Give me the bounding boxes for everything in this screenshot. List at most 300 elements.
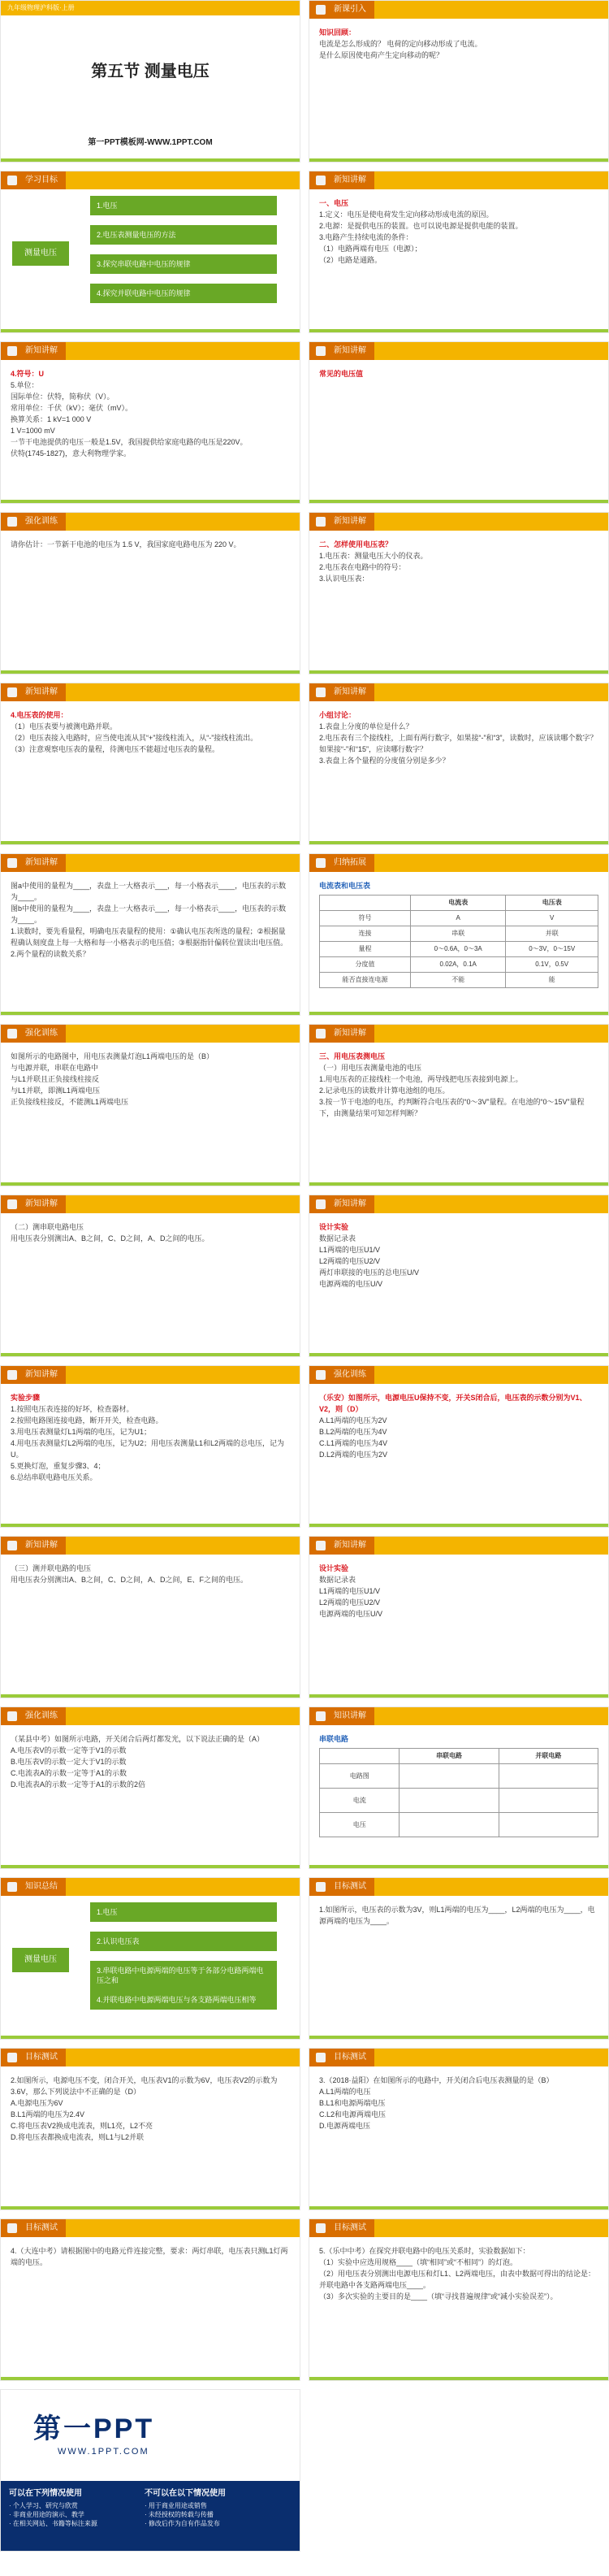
header-label: 新知讲解 — [309, 683, 374, 701]
header-icon — [316, 2053, 326, 2062]
text-line: （三）测并联电路的电压 — [11, 1564, 92, 1572]
text-line: 数据记录表 — [319, 1576, 356, 1584]
header-bar: 九年级物理沪科版·上册 — [1, 1, 300, 15]
table-cell: 电压 — [320, 1813, 400, 1837]
header-label: 新知讲解 — [1, 1366, 66, 1384]
header-label: 新知讲解 — [1, 683, 66, 701]
header-label: 新课引入 — [309, 1, 374, 19]
header-icon — [7, 176, 17, 185]
slide-header — [309, 171, 608, 189]
text-line: C.L2和电源两端电压 — [319, 2110, 387, 2118]
summary-table — [319, 895, 598, 988]
slide-7[interactable] — [0, 512, 300, 674]
header-label: 归纳拓展 — [309, 854, 374, 872]
text-line: （2）电路是通路。 — [319, 256, 382, 264]
table-row — [320, 973, 598, 988]
text-line: （2）用电压表分别测出电源电压和灯L1、L2两端电压，由表中数据可得出的结论是：并联电路中各支路两端电压____。 — [319, 2270, 596, 2289]
text-line: 3.用电压表测量灯L1两端的电压，记为U1； — [11, 1428, 152, 1436]
header-label: 新知讲解 — [1, 342, 66, 360]
table-row — [320, 942, 598, 957]
table-row — [320, 926, 598, 942]
text-line: 1.定义：电压是使电荷发生定向移动形成电流的原因。 — [319, 210, 494, 219]
slide-body — [1, 2240, 300, 2375]
text-line: 与L1并联且正负接线柱接反 — [11, 1075, 100, 1083]
text-line: 常见的电压值 — [319, 370, 364, 378]
slide-body — [309, 2240, 608, 2375]
text-line: 5.单位： — [11, 381, 39, 389]
header-icon — [316, 2223, 326, 2233]
slide-body — [1, 1558, 300, 1693]
text-line: L1两端的电压U1/V — [319, 1587, 381, 1595]
text-line: L2两端的电压U2/V — [319, 1598, 381, 1607]
text-line: D.L2两端的电压为2V — [319, 1451, 388, 1459]
footer-bar — [309, 1694, 608, 1698]
header-icon — [316, 858, 326, 868]
table-cell: 连接 — [320, 926, 411, 942]
slide-19[interactable] — [0, 1536, 300, 1698]
table-row — [320, 1813, 598, 1837]
slide-header — [309, 1878, 608, 1896]
header-label: 目标测试 — [309, 2049, 374, 2066]
text-line: 4.用电压表测量灯L2两端的电压，记为U2；用电压表测量L1和L2两端的总电压，记为U。 — [11, 1439, 285, 1459]
slide-body — [1, 1046, 300, 1181]
footer-bar — [309, 2036, 608, 2039]
slide-11[interactable] — [0, 853, 300, 1016]
text-line: 2.按照电路图连接电路，断开开关，检查电路。 — [11, 1416, 163, 1425]
header-icon — [7, 517, 17, 527]
slide-header — [309, 1025, 608, 1043]
license-item: · 非商业用途的演示、教学 — [9, 2511, 84, 2518]
table-cell: 0～3V，0～15V — [506, 942, 598, 957]
footer-bar — [309, 2377, 608, 2380]
header-icon — [316, 1370, 326, 1380]
footer-bar — [309, 841, 608, 844]
header-icon — [316, 517, 326, 527]
slide-26[interactable] — [309, 2048, 609, 2210]
slide-header — [1, 513, 300, 531]
text-line: （乐安）如图所示，电源电压U保持不变，开关S闭合后，电压表的示数分别为V1、V2，则（D） — [319, 1394, 587, 1413]
footer-bar — [309, 1524, 608, 1527]
header-label: 目标测试 — [309, 1878, 374, 1896]
goal-item: 4.并联电路中电源两端电压与各支路两端电压相等 — [90, 1990, 277, 2010]
text-line: 1.如图所示，电压表的示数为3V，则L1两端的电压为____，L2两端的电压为____，电源两端的电压为____。 — [319, 1906, 595, 1925]
slide-10[interactable] — [309, 683, 609, 845]
table-cell — [499, 1764, 598, 1789]
slide-2[interactable] — [309, 0, 609, 163]
slide-body — [1, 1387, 300, 1522]
header-icon — [7, 1541, 17, 1550]
slide-header — [1, 1878, 300, 1896]
text-line: （某县中考）如图所示电路，开关闭合后两灯都发光，以下说法正确的是（A） — [11, 1735, 265, 1743]
text-line: 3.按一节干电池的电压，约判断符合电压表的“0～3V”量程。在电池的“0～15V”量程下，由测量结果可知怎样判断？ — [319, 1098, 585, 1117]
slide-body — [309, 363, 608, 498]
slide-body — [1, 534, 300, 669]
slide-body — [1, 2070, 300, 2205]
table-cell: 符号 — [320, 911, 411, 926]
slide-6[interactable] — [309, 341, 609, 504]
table-header-cell — [320, 1749, 400, 1764]
table-header-cell: 电流表 — [411, 896, 506, 911]
slide-13[interactable] — [0, 1024, 300, 1186]
footer-bar — [309, 1182, 608, 1186]
text-line: B.L1两端的电压为2.4V — [11, 2110, 85, 2118]
text-line: 2.记录电压的读数并计算电池组的电压。 — [319, 1086, 450, 1095]
slide-header — [309, 2219, 608, 2237]
slide-12[interactable] — [309, 853, 609, 1016]
text-line: L2两端的电压U2/V — [319, 1257, 381, 1265]
header-icon — [7, 687, 17, 697]
text-line: 3.认识电压表： — [319, 575, 369, 583]
footer-bar — [1, 841, 300, 844]
table-cell: 并联 — [506, 926, 598, 942]
slide-body — [309, 1728, 608, 1863]
table-cell: 电流 — [320, 1789, 400, 1813]
center-label: 测量电压 — [12, 1948, 69, 1972]
header-label: 强化训练 — [1, 513, 66, 531]
header-icon — [316, 346, 326, 356]
header-label: 强化训练 — [1, 1707, 66, 1725]
text-line: （二）测串联电路电压 — [11, 1223, 84, 1231]
text-line: 与L1并联，即测L1两端电压 — [11, 1086, 101, 1095]
header-label: 新知讲解 — [309, 1195, 374, 1213]
goal-item: 3.探究串联电路中电压的规律 — [90, 254, 277, 274]
header-icon — [316, 687, 326, 697]
goal-item: 2.认识电压表 — [90, 1932, 277, 1951]
text-line: 请你估计：一节新干电池的电压为 1.5 V，我国家庭电路电压为 220 V。 — [11, 540, 241, 549]
header-icon — [7, 858, 17, 868]
footer-bar — [1, 1524, 300, 1527]
header-icon — [7, 1711, 17, 1721]
text-line: A.电压表V的示数一定等于V1的示数 — [11, 1746, 127, 1754]
footer-bar — [309, 1865, 608, 1868]
slide-body — [1, 705, 300, 839]
text-line: 设计实验 — [319, 1223, 349, 1231]
text-line: A.L1两端的电压 — [319, 2088, 371, 2096]
slide-8[interactable] — [309, 512, 609, 674]
text-line: A.电源电压为6V — [11, 2099, 63, 2107]
slide-subtitle: 第一PPT模板网-WWW.1PPT.COM — [88, 138, 213, 147]
footer-bar — [309, 329, 608, 332]
slide-header — [309, 1537, 608, 1555]
header-label: 强化训练 — [309, 1366, 374, 1384]
text-line: 两灯串联接的电压的总电压U/V — [319, 1268, 420, 1277]
header-icon — [7, 2053, 17, 2062]
slide-body — [309, 1216, 608, 1351]
slide-body — [309, 1558, 608, 1693]
slide-21[interactable] — [0, 1706, 300, 1869]
slide-20[interactable] — [309, 1536, 609, 1698]
header-icon — [316, 1882, 326, 1892]
text-line: 5.更换灯泡，重复步骤3、4； — [11, 1462, 106, 1470]
goal-item: 4.探究并联电路中电压的规律 — [90, 284, 277, 303]
text-line: 一节干电池提供的电压一般是1.5V，我国提供给家庭电路的电压是220V。 — [11, 438, 248, 446]
slide-header — [309, 1195, 608, 1213]
text-line: A.L1两端的电压为2V — [319, 1416, 387, 1425]
footer-bar — [1, 2036, 300, 2039]
header-label: 知识总结 — [1, 1878, 66, 1896]
header-label: 目标测试 — [1, 2219, 66, 2237]
slide-body — [1, 1728, 300, 1863]
footer-bar — [1, 1353, 300, 1356]
table-cell: 电路图 — [320, 1764, 400, 1789]
license-item: · 修改后作为自有作品发布 — [145, 2520, 220, 2527]
table-row — [320, 1789, 598, 1813]
goal-item: 1.电压 — [90, 196, 277, 215]
text-line: （1）实验中应选用规格____（填“相同”或“不相同”）的灯泡。 — [319, 2258, 518, 2266]
header-icon — [7, 1370, 17, 1380]
table-cell: 0.02A，0.1A — [411, 957, 506, 973]
table-cell: 分度值 — [320, 957, 411, 973]
slide-header — [1, 171, 300, 189]
slide-body — [309, 193, 608, 327]
text-line: 4.电压表的使用： — [11, 711, 68, 719]
goal-item: 2.电压表测量电压的方法 — [90, 225, 277, 245]
text-line: C.将电压表V2换成电流表，则L1亮，L2不亮 — [11, 2122, 153, 2130]
text-line: C.L1两端的电压为4V — [319, 1439, 388, 1447]
text-line: 电源两端的电压U/V — [319, 1280, 383, 1288]
text-line: 1 V=1000 mV — [11, 427, 55, 435]
header-icon — [316, 1199, 326, 1209]
logo-url: WWW.1PPT.COM — [58, 2447, 149, 2457]
header-label: 新知讲解 — [309, 342, 374, 360]
slide-body — [1, 1216, 300, 1351]
header-label: 学习目标 — [1, 171, 66, 189]
table-header-cell — [320, 896, 411, 911]
license-item: · 用于商业用途或销售 — [145, 2502, 207, 2509]
slide-body — [309, 534, 608, 669]
slide-header — [1, 2049, 300, 2066]
footer-bar — [1, 1865, 300, 1868]
text-line: B.电压表V的示数一定大于V1的示数 — [11, 1758, 127, 1766]
footer-bar — [1, 500, 300, 503]
slide-header — [309, 2049, 608, 2066]
slide-header — [309, 513, 608, 531]
header-label: 强化训练 — [1, 1025, 66, 1043]
slide-body — [309, 1387, 608, 1522]
header-label: 目标测试 — [309, 2219, 374, 2237]
header-icon — [316, 1541, 326, 1550]
license-title: 不可以在以下情况使用 — [145, 2489, 227, 2498]
license-col-1 — [9, 2486, 145, 2528]
text-line: 与电源并联，串联在电路中 — [11, 1064, 99, 1072]
text-line: 2.电压表有三个接线柱，上面有两行数字，如果接“-”和“3”，读数时，应该读哪个数字？如果接“-”和“15”，应读哪行数字？ — [319, 734, 598, 753]
center-label: 测量电压 — [12, 241, 69, 266]
table-cell — [400, 1813, 499, 1837]
text-line: 知识回顾： — [319, 28, 356, 37]
header-icon — [7, 346, 17, 356]
text-line: （2）电压表接入电路时，应当使电流从其“+”接线柱流入，从“-”接线柱流出。 — [11, 734, 258, 742]
slide-header — [1, 1707, 300, 1725]
header-label: 新知讲解 — [309, 1537, 374, 1555]
header-icon — [7, 1029, 17, 1039]
table-cell: 能否直接连电源 — [320, 973, 411, 988]
text-line: 用电压表分别测出A、B之间，C、D之间，A、D之间，E、F之间的电压。 — [11, 1576, 248, 1584]
text-line: 图a中使用的量程为____，表盘上一大格表示___，每一小格表示____，电压表的示数为____。 — [11, 882, 287, 901]
slide-title: 第五节 测量电压 — [91, 63, 209, 80]
table-header-cell: 电压表 — [506, 896, 598, 911]
slide-3[interactable] — [0, 171, 300, 333]
summary-table — [319, 1748, 598, 1837]
text-line: 2.两个量程的读数关系？ — [11, 950, 90, 958]
text-line: 6.总结串联电路电压关系。 — [11, 1473, 97, 1481]
slide-body — [1, 1899, 300, 2034]
table-cell: 量程 — [320, 942, 411, 957]
text-line: 是什么原因使电荷产生定向移动的呢？ — [319, 51, 444, 59]
slide-header — [309, 683, 608, 701]
text-line: 小组讨论： — [319, 711, 356, 719]
text-line: 实验步骤 — [11, 1394, 41, 1402]
slide-body — [309, 1899, 608, 2034]
header-label: 新知讲解 — [1, 854, 66, 872]
table-header-cell: 串联电路 — [400, 1749, 499, 1764]
text-line: 用电压表分别测出A、B之间，C、D之间，A、D之间的电压。 — [11, 1234, 209, 1242]
text-line: （1）电压表要与被测电路并联。 — [11, 722, 118, 731]
header-icon — [316, 176, 326, 185]
slide-body — [1, 193, 300, 327]
slide-header — [309, 854, 608, 872]
header-icon — [316, 5, 326, 15]
slide-17[interactable] — [0, 1365, 300, 1528]
table-cell — [400, 1789, 499, 1813]
slide-header — [1, 1025, 300, 1043]
header-icon — [316, 1711, 326, 1721]
slide-header — [309, 1366, 608, 1384]
text-line: 2.如图所示，电源电压不变，闭合开关，电压表V1的示数为6V，电压表V2的示数为3.6V，那么下列说法中不正确的是（D） — [11, 2076, 278, 2096]
slide-29[interactable] — [0, 2389, 300, 2552]
goal-item: 3.串联电路中电源两端的电压等于各部分电路两端电压之和 — [90, 1961, 277, 1990]
text-line: 国际单位：伏特，简称伏（V）。 — [11, 392, 114, 401]
table-cell: 串联 — [411, 926, 506, 942]
text-line: B.L2两端的电压为4V — [319, 1428, 387, 1436]
text-line: （1）电路两端有电压（电源）； — [319, 245, 422, 253]
header-icon — [7, 1882, 17, 1892]
text-line: 3.表盘上各个量程的分度值分别是多少？ — [319, 757, 450, 765]
footer-bar — [309, 1012, 608, 1015]
table-cell: 能 — [506, 973, 598, 988]
text-line: D.将电压表都换成电流表，则L1与L2并联 — [11, 2133, 145, 2141]
footer-bar — [1, 329, 300, 332]
slide-4[interactable] — [309, 171, 609, 333]
table-caption: 电流表和电压表 — [319, 882, 371, 890]
footer-bar — [309, 670, 608, 674]
header-icon — [316, 1029, 326, 1039]
header-label: 新知讲解 — [309, 513, 374, 531]
slide-18[interactable] — [309, 1365, 609, 1528]
footer-bar — [309, 2206, 608, 2210]
text-line: 4.（大连中考）请根据图中的电路元件连接完整，要求：两灯串联，电压表只测L1灯两端的电压。 — [11, 2247, 288, 2266]
slide-header — [309, 1, 608, 19]
slide-22[interactable] — [309, 1706, 609, 1869]
slide-header — [1, 1366, 300, 1384]
slide-1[interactable] — [0, 0, 300, 163]
text-line: 三、用电压表测电压 — [319, 1052, 386, 1060]
text-line: 4.符号：U — [11, 370, 45, 378]
slide-header — [1, 683, 300, 701]
slide-25[interactable] — [0, 2048, 300, 2210]
text-line: 电源两端的电压U/V — [319, 1610, 383, 1618]
table-row — [320, 957, 598, 973]
footer-bar — [309, 158, 608, 162]
text-line: 2.电源：是提供电压的装置。也可以说电源是提供电能的装置。 — [319, 222, 523, 230]
license-col-2 — [145, 2486, 280, 2528]
slide-23[interactable] — [0, 1877, 300, 2040]
slide-9[interactable] — [0, 683, 300, 845]
slide-28[interactable] — [309, 2218, 609, 2381]
license-area — [1, 2481, 300, 2551]
text-line: 1.用电压表的正接线柱一个电池，两导线把电压表接到电源上。 — [319, 1075, 523, 1083]
footer-bar — [309, 500, 608, 503]
slide-body — [309, 1046, 608, 1181]
text-line: 换算关系：1 kV=1 000 V — [11, 415, 92, 423]
slide-header — [309, 1707, 608, 1725]
text-line: 3.（2018·益阳）在如图所示的电路中，开关闭合后电压表测量的是（B） — [319, 2076, 554, 2084]
text-line: （一）用电压表测量电池的电压 — [319, 1064, 422, 1072]
slide-5[interactable] — [0, 341, 300, 504]
text-line: 电流是怎么形成的？ 电荷的定向移动形成了电流。 — [319, 40, 482, 48]
slide-27[interactable] — [0, 2218, 300, 2381]
text-line: 二、怎样使用电压表？ — [319, 540, 393, 549]
text-line: D.电源两端电压 — [319, 2122, 371, 2130]
text-line: L1两端的电压U1/V — [319, 1246, 381, 1254]
header-icon — [7, 1199, 17, 1209]
table-cell: V — [506, 911, 598, 926]
text-line: 图b中使用的量程为____，表盘上一大格表示___，每一小格表示____，电压表的示数为____。 — [11, 904, 287, 924]
text-line: 设计实验 — [319, 1564, 349, 1572]
text-line: D.电流表A的示数一定等于A1的示数的2倍 — [11, 1780, 146, 1789]
table-cell — [400, 1764, 499, 1789]
text-line: C.电流表A的示数一定等于A1的示数 — [11, 1769, 127, 1777]
table-header-cell: 并联电路 — [499, 1749, 598, 1764]
footer-bar — [1, 158, 300, 162]
license-item: · 未经授权的转载与传播 — [145, 2511, 214, 2518]
table-caption: 串联电路 — [319, 1735, 349, 1743]
slide-header — [1, 1537, 300, 1555]
slide-24[interactable] — [309, 1877, 609, 2040]
text-line: （3）注意观察电压表的量程，待测电压不能超过电压表的量程。 — [11, 745, 220, 753]
text-line: 1.电压表：测量电压大小的仪表。 — [319, 552, 428, 560]
slide-body — [309, 22, 608, 157]
slide-header — [1, 342, 300, 360]
slide-body — [309, 2070, 608, 2205]
text-line: 5.（乐中中考）在探究并联电路中的电压关系时，实验数据如下： — [319, 2247, 530, 2255]
footer-bar — [1, 1694, 300, 1698]
slide-16[interactable] — [309, 1195, 609, 1357]
header-label: 知识讲解 — [309, 1707, 374, 1725]
table-cell: 不能 — [411, 973, 506, 988]
header-label: 新知讲解 — [309, 171, 374, 189]
text-line: 1.按照电压表连接的好坏，检查器材。 — [11, 1405, 134, 1413]
footer-bar — [1, 2206, 300, 2210]
goal-item: 1.电压 — [90, 1902, 277, 1922]
text-line: 常用单位：千伏（kV）；毫伏（mV）。 — [11, 404, 133, 412]
slide-14[interactable] — [309, 1024, 609, 1186]
text-line: 3.电路产生持续电流的条件： — [319, 233, 413, 241]
text-line: 数据记录表 — [319, 1234, 356, 1242]
slide-15[interactable] — [0, 1195, 300, 1357]
logo-text: 第一PPT — [33, 2413, 155, 2444]
text-line: 1.表盘上分度的单位是什么？ — [319, 722, 413, 731]
header-icon — [7, 2223, 17, 2233]
text-line: B.L1和电源两端电压 — [319, 2099, 386, 2107]
table-row — [320, 911, 598, 926]
table-cell: 0～0.6A，0～3A — [411, 942, 506, 957]
text-line: 2.电压表在电路中的符号： — [319, 563, 406, 571]
table-cell — [499, 1813, 598, 1837]
license-item: · 在相关网站、书籍等标注来源 — [9, 2520, 97, 2527]
license-item: · 个人学习、研究与欣赏 — [9, 2502, 78, 2509]
slide-header — [1, 854, 300, 872]
slide-body — [309, 875, 608, 1010]
